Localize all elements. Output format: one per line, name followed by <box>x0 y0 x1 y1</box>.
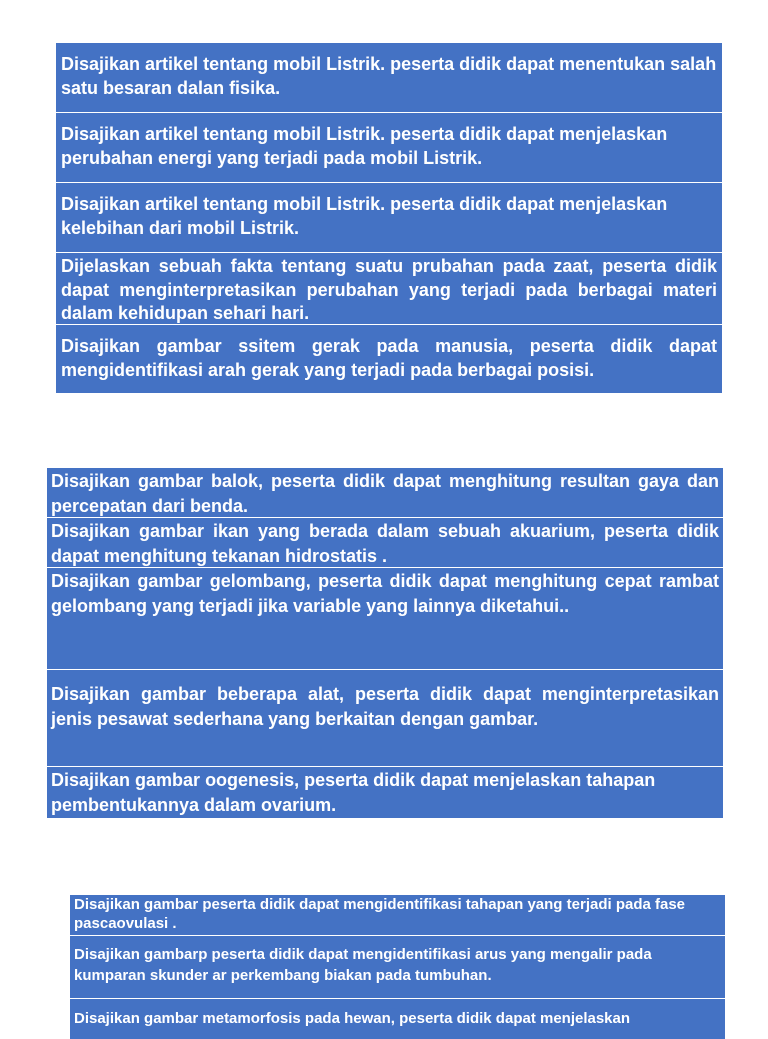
indicator-table-1 <box>56 43 722 393</box>
table-row: Disajikan artikel tentang mobil Listrik. peserta didik dapat menjelaskan kelebihan dari mobil Listrik. <box>56 183 722 253</box>
table-row: Disajikan gambarp peserta didik dapat mengidentifikasi arus yang mengalir pada kumparan skunder ar perkembang biakan pada tumbuhan. <box>70 936 725 999</box>
table-row: Disajikan gambar peserta didik dapat mengidentifikasi tahapan yang terjadi pada fase pascaovulasi . <box>70 895 725 936</box>
table-row: Disajikan gambar beberapa alat, peserta didik dapat menginterpretasikan jenis pesawat sederhana yang berkaitan dengan gambar. <box>47 670 723 767</box>
table-row: Disajikan gambar oogenesis, peserta didik dapat menjelaskan tahapan pembentukannya dalam ovarium. <box>47 767 723 818</box>
indicator-table-3 <box>70 895 725 1039</box>
table-row: Disajikan artikel tentang mobil Listrik. peserta didik dapat menentukan salah satu besaran dalan fisika. <box>56 43 722 113</box>
table-row: Disajikan gambar ssitem gerak pada manusia, peserta didik dapat mengidentifikasi arah gerak yang terjadi pada berbagai posisi. <box>56 325 722 393</box>
table-row: Disajikan gambar ikan yang berada dalam sebuah akuarium, peserta didik dapat menghitung tekanan hidrostatis . <box>47 518 723 568</box>
indicator-table-2 <box>47 468 723 818</box>
table-row: Disajikan gambar metamorfosis pada hewan, peserta didik dapat menjelaskan <box>70 999 725 1039</box>
table-row: Disajikan gambar balok, peserta didik dapat menghitung resultan gaya dan percepatan dari benda. <box>47 468 723 518</box>
table-row: Disajikan gambar gelombang, peserta didik dapat menghitung cepat rambat gelombang yang terjadi jika variable yang lainnya diketahui.. <box>47 568 723 670</box>
table-row: Dijelaskan sebuah fakta tentang suatu prubahan pada zaat, peserta didik dapat menginterpretasikan perubahan yang terjadi pada berbagai materi dalam kehidupan sehari hari. <box>56 253 722 325</box>
table-row: Disajikan artikel tentang mobil Listrik. peserta didik dapat menjelaskan perubahan energi yang terjadi pada mobil Listrik. <box>56 113 722 183</box>
